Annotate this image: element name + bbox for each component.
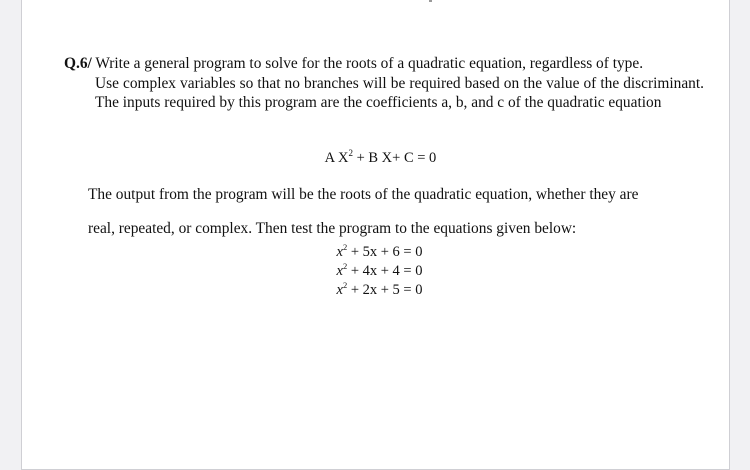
equation-variable: x — [336, 263, 343, 279]
test-equation-1 — [28, 243, 731, 262]
question-first-line — [64, 54, 704, 74]
test-equation-3 — [28, 281, 731, 300]
equation-rest: + B X+ C = 0 — [352, 150, 437, 166]
output-line-2: real, repeated, or complex. Then test the program to the equations given below: — [88, 220, 577, 237]
equation-remainder: + 4x + 4 = 0 — [347, 263, 423, 279]
equation-a-term: A X — [324, 150, 349, 166]
equation-remainder: + 2x + 5 = 0 — [347, 282, 423, 298]
quadratic-general-equation — [22, 148, 731, 168]
question-number: Q.6/ — [64, 55, 92, 72]
test-equations — [22, 243, 731, 300]
document-page — [21, 0, 730, 470]
question-text — [64, 54, 704, 113]
equation-exponent: 2 — [342, 261, 348, 271]
equation-variable: x — [336, 282, 343, 298]
equation-exponent: 2 — [342, 280, 348, 290]
equation-remainder: + 5x + 6 = 0 — [347, 244, 423, 260]
question-first-line-text: Write a general program to solve for the roots of a quadratic equation, regardless of type. — [91, 55, 644, 72]
equation-exponent: 2 — [348, 148, 353, 158]
test-equation-2 — [28, 262, 731, 281]
output-description — [88, 178, 704, 246]
question-continuation: Use complex variables so that no branches will be required based on the value of the discriminant. The inputs required by this program are the coefficients a, b, and c of the quadratic equation — [95, 74, 704, 111]
equation-exponent: 2 — [342, 242, 348, 252]
equation-variable: x — [336, 244, 343, 260]
output-line-1: The output from the program will be the roots of the quadratic equation, whether they are — [88, 186, 639, 203]
page-top-mark — [429, 0, 432, 2]
